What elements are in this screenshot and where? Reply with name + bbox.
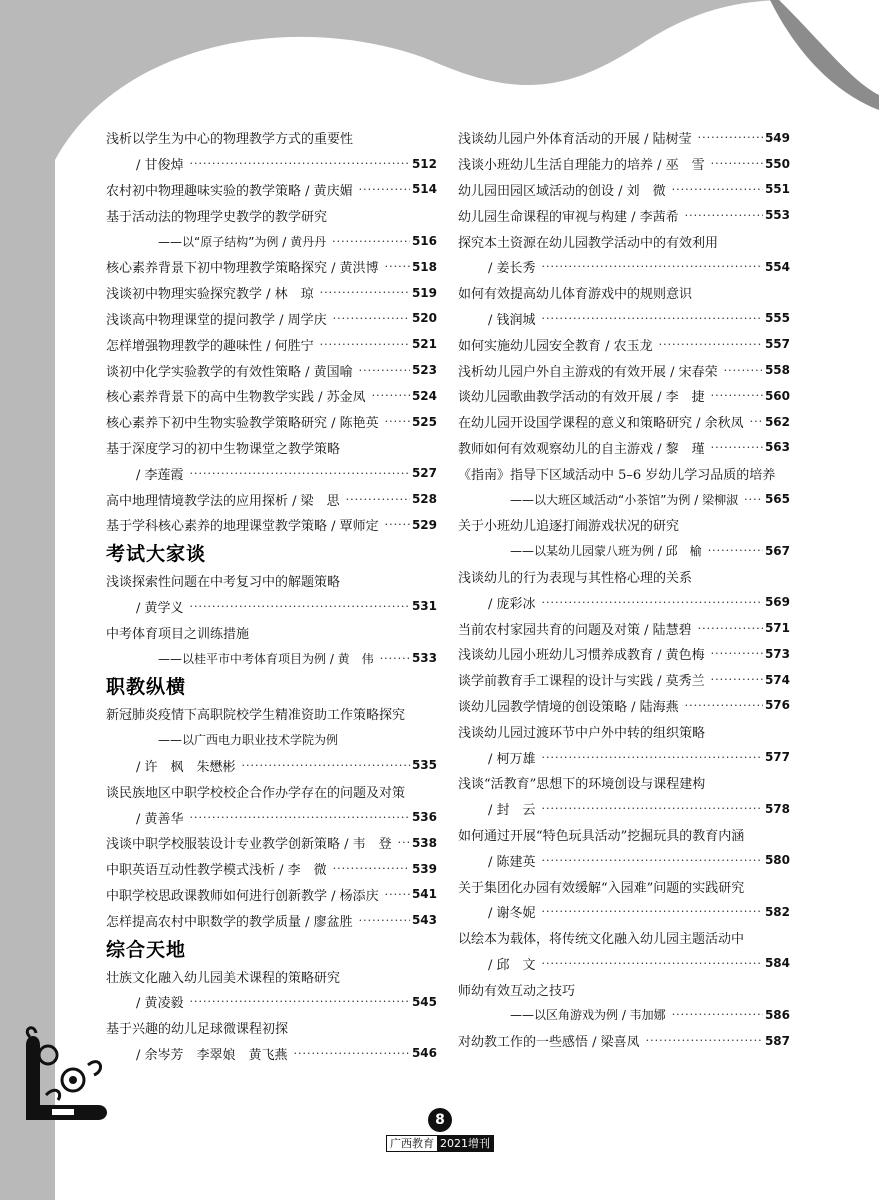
toc-entry-title: 基于学科核心素养的地理课堂教学策略 / 覃师定 xyxy=(106,519,379,535)
toc-entry xyxy=(458,693,790,719)
toc-entry-title: 当前农村家园共育的问题及对策 / 陆慧碧 xyxy=(458,622,692,638)
toc-entry xyxy=(106,228,437,254)
toc-entry-title: 幼儿园田园区域活动的创设 / 刘 微 xyxy=(458,183,666,199)
toc-entry-title: 谈幼儿园歌曲教学活动的有效开展 / 李 捷 xyxy=(458,390,705,406)
leader-dots xyxy=(542,312,763,325)
toc-entry xyxy=(106,1015,437,1041)
toc-entry xyxy=(106,804,437,830)
toc-entry xyxy=(458,976,790,1002)
toc-entry xyxy=(458,151,790,177)
toc-page-number: 565 xyxy=(764,492,790,507)
toc-entry xyxy=(106,151,437,177)
leader-dots xyxy=(744,493,763,506)
page-footer xyxy=(380,1108,500,1152)
leader-dots xyxy=(359,183,410,196)
leader-dots xyxy=(685,209,763,222)
toc-entry xyxy=(458,847,790,873)
toc-page-number: 567 xyxy=(764,543,790,558)
toc-entry-title: 如何实施幼儿园安全教育 / 农玉龙 xyxy=(458,338,653,354)
toc-entry xyxy=(106,963,437,989)
toc-entry-title: / 封 云 xyxy=(488,803,536,819)
toc-page-number: 539 xyxy=(411,861,437,876)
toc-page-number: 569 xyxy=(764,595,790,610)
toc-entry-title: 浅谈中职学校服装设计专业教学创新策略 / 韦 登 xyxy=(106,837,392,853)
toc-page-number: 535 xyxy=(411,758,437,773)
toc-entry-title: 浅析以学生为中心的物理教学方式的重要性 xyxy=(106,132,354,148)
toc-entry xyxy=(458,228,790,254)
toc-entry xyxy=(458,435,790,461)
toc-entry-title: / 谢冬妮 xyxy=(488,906,536,922)
toc-entry-title: ——以某幼儿园蒙八班为例 / 邱 榆 xyxy=(510,544,702,559)
leader-dots xyxy=(711,157,763,170)
toc-entry-title: / 许 枫 朱懋彬 xyxy=(136,759,236,775)
toc-entry xyxy=(106,594,437,620)
toc-entry xyxy=(106,460,437,486)
toc-page-number: 563 xyxy=(764,440,790,455)
toc-entry xyxy=(106,778,437,804)
toc-page-number: 546 xyxy=(411,1046,437,1061)
toc-entry xyxy=(458,822,790,848)
leader-dots xyxy=(385,518,410,531)
toc-entry xyxy=(458,177,790,203)
toc-entry xyxy=(106,701,437,727)
toc-page-number: 528 xyxy=(411,492,437,507)
toc-entry-title: 基于活动法的物理学史教学的教学研究 xyxy=(106,209,328,225)
leader-dots xyxy=(372,389,410,402)
leader-dots xyxy=(711,389,763,402)
issue-label: 2021增刊 xyxy=(437,1136,493,1151)
toc-entry xyxy=(106,383,437,409)
toc-entry-title: / 黄凌毅 xyxy=(136,996,184,1012)
leader-dots xyxy=(750,415,763,428)
leader-dots xyxy=(333,862,410,875)
toc-page-number: 545 xyxy=(411,994,437,1009)
toc-entry xyxy=(106,125,437,151)
leader-dots xyxy=(698,622,763,635)
toc-page-number: 521 xyxy=(411,337,437,352)
leader-dots xyxy=(646,1034,763,1047)
toc-left-column xyxy=(106,125,437,1066)
toc-entry xyxy=(458,667,790,693)
toc-entry xyxy=(106,727,437,753)
leader-dots xyxy=(380,652,410,665)
toc-entry-title: 浅谈高中物理课堂的提问教学 / 周学庆 xyxy=(106,312,327,328)
toc-entry-title: 《指南》指导下区域活动中 5–6 岁幼儿学习品质的培养 xyxy=(458,467,776,483)
toc-entry xyxy=(106,357,437,383)
toc-entry-title: 以绘本为载体，将传统文化融入幼儿园主题活动中 xyxy=(458,932,745,948)
toc-entry xyxy=(458,744,790,770)
toc-entry-title: 探究本土资源在幼儿园教学活动中的有效利用 xyxy=(458,235,719,251)
toc-entry xyxy=(106,989,437,1015)
leader-dots xyxy=(359,914,410,927)
leader-dots xyxy=(333,312,410,325)
toc-entry xyxy=(458,873,790,899)
toc-entry xyxy=(458,486,790,512)
toc-entry xyxy=(458,383,790,409)
leader-dots xyxy=(542,802,763,815)
toc-page-number: 516 xyxy=(411,234,437,249)
toc-page-number: 551 xyxy=(764,182,790,197)
toc-entry-title: / 余岑芳 李翠娘 黄飞燕 xyxy=(136,1047,288,1063)
leader-dots xyxy=(320,286,410,299)
toc-entry-title: ——以广西电力职业技术学院为例 xyxy=(158,733,339,748)
toc-entry xyxy=(458,925,790,951)
toc-page-number: 525 xyxy=(411,414,437,429)
section-heading: 职教纵横 xyxy=(106,676,187,699)
toc-entry xyxy=(458,306,790,332)
toc-entry-title: 浅析幼儿园户外自主游戏的有效开展 / 宋春荣 xyxy=(458,364,718,380)
toc-entry-title: 在幼儿园开设国学课程的意义和策略研究 / 余秋凤 xyxy=(458,416,744,432)
toc-page-number: 518 xyxy=(411,259,437,274)
leader-dots xyxy=(685,699,763,712)
toc-entry-title: 中考体育项目之训练措施 xyxy=(106,626,250,642)
leader-dots xyxy=(190,995,410,1008)
toc-entry-title: / 黄学义 xyxy=(136,600,184,616)
toc-entry-title: 师幼有效互动之技巧 xyxy=(458,983,576,999)
leader-dots xyxy=(711,673,763,686)
leader-dots xyxy=(190,157,410,170)
toc-entry-title: / 邱 文 xyxy=(488,957,536,973)
toc-entry xyxy=(106,435,437,461)
toc-entry xyxy=(106,254,437,280)
toc-entry xyxy=(106,619,437,645)
leader-dots xyxy=(242,759,410,772)
toc-entry xyxy=(458,718,790,744)
toc-entry-title: 浅谈幼儿园小班幼儿习惯养成教育 / 黄色梅 xyxy=(458,648,705,664)
toc-entry-title: 核心素养背景下初中物理教学策略探究 / 黄洪博 xyxy=(106,261,379,277)
toc-entry-title: / 姜长秀 xyxy=(488,261,536,277)
toc-page-number: 538 xyxy=(411,835,437,850)
toc-entry-title: / 钱润城 xyxy=(488,312,536,328)
toc-entry-title: 浅谈幼儿园户外体育活动的开展 / 陆树莹 xyxy=(458,132,692,148)
toc-entry xyxy=(458,460,790,486)
toc-entry-title: 核心素养下初中生物实验教学策略研究 / 陈艳英 xyxy=(106,416,379,432)
toc-page-number: 555 xyxy=(764,311,790,326)
toc-entry xyxy=(106,486,437,512)
toc-entry-title: / 甘俊焯 xyxy=(136,158,184,174)
toc-entry-title: 浅谈探索性问题在中考复习中的解题策略 xyxy=(106,575,341,591)
toc-page-number: 523 xyxy=(411,363,437,378)
leader-dots xyxy=(711,647,763,660)
toc-page-number: 557 xyxy=(764,337,790,352)
toc-entry-title: ——以大班区域活动“小茶馆”为例 / 梁柳淑 xyxy=(510,492,739,507)
leader-dots xyxy=(659,338,763,351)
toc-page-number: 578 xyxy=(764,801,790,816)
toc-entry xyxy=(106,177,437,203)
toc-entry-title: / 庞彩冰 xyxy=(488,596,536,612)
leader-dots xyxy=(320,338,410,351)
toc-entry xyxy=(106,882,437,908)
toc-page-number: 520 xyxy=(411,311,437,326)
toc-page-number: 571 xyxy=(764,621,790,636)
leader-dots xyxy=(542,596,763,609)
toc-page-number: 580 xyxy=(764,853,790,868)
toc-entry-title: 浅谈幼儿园过渡环节中户外中转的组织策略 xyxy=(458,725,706,741)
toc-entry xyxy=(106,753,437,779)
toc-entry xyxy=(106,331,437,357)
toc-entry-title: / 黄善华 xyxy=(136,811,184,827)
leader-dots xyxy=(542,905,763,918)
corner-ornament-icon xyxy=(18,1025,113,1130)
toc-page-number: 560 xyxy=(764,388,790,403)
toc-entry xyxy=(458,254,790,280)
leader-dots xyxy=(190,811,410,824)
toc-entry xyxy=(458,641,790,667)
toc-entry-title: 浅谈“活教育”思想下的环境创设与课程建构 xyxy=(458,777,706,793)
toc-entry-title: ——以区角游戏为例 / 韦加娜 xyxy=(510,1008,666,1023)
toc-entry xyxy=(458,538,790,564)
toc-entry-title: 谈幼儿园教学情境的创设策略 / 陆海燕 xyxy=(458,699,679,715)
toc-page-number: 574 xyxy=(764,672,790,687)
toc-entry-title: 如何有效提高幼儿体育游戏中的规则意识 xyxy=(458,287,693,303)
toc-entry-title: 高中地理情境教学法的应用探析 / 梁 思 xyxy=(106,493,340,509)
toc-page-number: 577 xyxy=(764,750,790,765)
toc-page-number: 582 xyxy=(764,904,790,919)
leader-dots xyxy=(698,131,763,144)
toc-entry xyxy=(458,770,790,796)
toc-page-number: 527 xyxy=(411,466,437,481)
toc-page-number: 554 xyxy=(764,259,790,274)
toc-page-number: 531 xyxy=(411,599,437,614)
leader-dots xyxy=(294,1047,410,1060)
leader-dots xyxy=(542,751,763,764)
leader-dots xyxy=(385,415,410,428)
toc-entry xyxy=(458,796,790,822)
toc-entry xyxy=(458,125,790,151)
leader-dots xyxy=(359,364,410,377)
toc-entry-title: 怎样增强物理教学的趣味性 / 何胜宁 xyxy=(106,338,314,354)
publication-name: 广西教育 xyxy=(387,1136,437,1151)
toc-entry-title: 中职英语互动性教学模式浅析 / 李 微 xyxy=(106,863,327,879)
toc-page-number: 541 xyxy=(411,887,437,902)
leader-dots xyxy=(542,854,763,867)
toc-entry xyxy=(458,202,790,228)
toc-page-number: 549 xyxy=(764,130,790,145)
toc-entry-title: 关于小班幼儿追逐打闹游戏状况的研究 xyxy=(458,519,680,535)
section-heading: 考试大家谈 xyxy=(106,543,207,566)
toc-entry-title: / 李莲霞 xyxy=(136,467,184,483)
toc-entry-title: 基于深度学习的初中生物课堂之教学策略 xyxy=(106,441,341,457)
toc-entry-title: ——以“原子结构”为例 / 黄丹丹 xyxy=(158,234,327,249)
toc-entry xyxy=(458,1002,790,1028)
toc-entry xyxy=(106,512,437,538)
toc-entry-title: 怎样提高农村中职数学的教学质量 / 廖盆胜 xyxy=(106,914,353,930)
leader-dots xyxy=(332,235,410,248)
page-number: 8 xyxy=(428,1108,452,1132)
leader-dots xyxy=(190,467,410,480)
toc-right-column xyxy=(458,125,790,1054)
leader-dots xyxy=(708,544,763,557)
publication-bar xyxy=(386,1135,494,1152)
toc-entry xyxy=(458,331,790,357)
toc-entry-title: 新冠肺炎疫情下高职院校学生精准资助工作策略探究 xyxy=(106,708,406,724)
toc-page-number: 533 xyxy=(411,651,437,666)
toc-entry xyxy=(458,951,790,977)
toc-page-number: 524 xyxy=(411,388,437,403)
toc-page-number: 550 xyxy=(764,156,790,171)
toc-page-number: 573 xyxy=(764,646,790,661)
toc-entry xyxy=(458,1028,790,1054)
toc-entry-title: 谈初中化学实验教学的有效性策略 / 黄国喻 xyxy=(106,364,353,380)
toc-entry xyxy=(106,568,437,594)
toc-entry xyxy=(458,409,790,435)
toc-entry-title: 如何通过开展“特色玩具活动”挖掘玩具的教育内涵 xyxy=(458,828,745,844)
toc-entry xyxy=(106,202,437,228)
toc-entry xyxy=(106,645,437,671)
toc-entry-title: 中职学校思政课教师如何进行创新教学 / 杨添庆 xyxy=(106,888,379,904)
leader-dots xyxy=(711,441,763,454)
toc-page-number: 562 xyxy=(764,414,790,429)
toc-entry-title: 关于集团化办园有效缓解“入园难”问题的实践研究 xyxy=(458,880,745,896)
toc-entry xyxy=(458,899,790,925)
toc-entry xyxy=(106,280,437,306)
toc-entry xyxy=(458,357,790,383)
toc-entry-title: 浅谈幼儿的行为表现与其性格心理的关系 xyxy=(458,570,693,586)
toc-entry xyxy=(106,409,437,435)
toc-entry xyxy=(106,830,437,856)
toc-entry-title: 浅谈初中物理实验探究教学 / 林 琼 xyxy=(106,287,314,303)
toc-entry-title: 教师如何有效观察幼儿的自主游戏 / 黎 瑾 xyxy=(458,441,705,457)
leader-dots xyxy=(398,836,410,849)
toc-page-number: 529 xyxy=(411,517,437,532)
toc-entry xyxy=(106,907,437,933)
leader-dots xyxy=(724,364,763,377)
toc-entry-title: / 柯万雄 xyxy=(488,751,536,767)
toc-page-number: 543 xyxy=(411,913,437,928)
toc-page-number: 519 xyxy=(411,285,437,300)
toc-entry-title: 基于兴趣的幼儿足球微课程初探 xyxy=(106,1022,289,1038)
leader-dots xyxy=(672,1008,763,1021)
toc-page-number: 514 xyxy=(411,182,437,197)
toc-entry-title: / 陈建英 xyxy=(488,854,536,870)
leader-dots xyxy=(385,888,410,901)
toc-entry-title: ——以桂平市中考体育项目为例 / 黄 伟 xyxy=(158,651,374,666)
toc-entry-title: 壮族文化融入幼儿园美术课程的策略研究 xyxy=(106,970,341,986)
leader-dots xyxy=(346,493,410,506)
toc-entry xyxy=(458,280,790,306)
toc-entry-title: 核心素养背景下的高中生物教学实践 / 苏金凤 xyxy=(106,390,366,406)
toc-page-number: 558 xyxy=(764,363,790,378)
toc-entry-title: 对幼教工作的一些感悟 / 梁喜凤 xyxy=(458,1035,640,1051)
toc-entry-title: 谈学前教育手工课程的设计与实践 / 莫秀兰 xyxy=(458,674,705,690)
toc-entry xyxy=(106,1041,437,1067)
toc-entry xyxy=(458,589,790,615)
toc-page-number: 512 xyxy=(411,156,437,171)
toc-page-number: 553 xyxy=(764,208,790,223)
toc-page-number: 536 xyxy=(411,810,437,825)
toc-entry-title: 谈民族地区中职学校校企合作办学存在的问题及对策 xyxy=(106,785,406,801)
toc-entry-title: 浅谈小班幼儿生活自理能力的培养 / 巫 雪 xyxy=(458,158,705,174)
toc-entry-title: 幼儿园生命课程的审视与构建 / 李茜希 xyxy=(458,209,679,225)
toc-page-number: 587 xyxy=(764,1033,790,1048)
toc-page-number: 584 xyxy=(764,956,790,971)
leader-dots xyxy=(190,600,410,613)
section-heading: 综合天地 xyxy=(106,938,187,961)
toc-entry-title: 农村初中物理趣味实验的教学策略 / 黄庆媚 xyxy=(106,183,353,199)
toc-page-number: 576 xyxy=(764,698,790,713)
toc-entry xyxy=(106,306,437,332)
toc-page-number: 586 xyxy=(764,1007,790,1022)
toc-entry xyxy=(458,512,790,538)
leader-dots xyxy=(385,260,410,273)
leader-dots xyxy=(542,957,763,970)
toc-entry xyxy=(458,564,790,590)
leader-dots xyxy=(672,183,763,196)
toc-entry xyxy=(106,856,437,882)
toc-entry xyxy=(458,615,790,641)
leader-dots xyxy=(542,260,763,273)
